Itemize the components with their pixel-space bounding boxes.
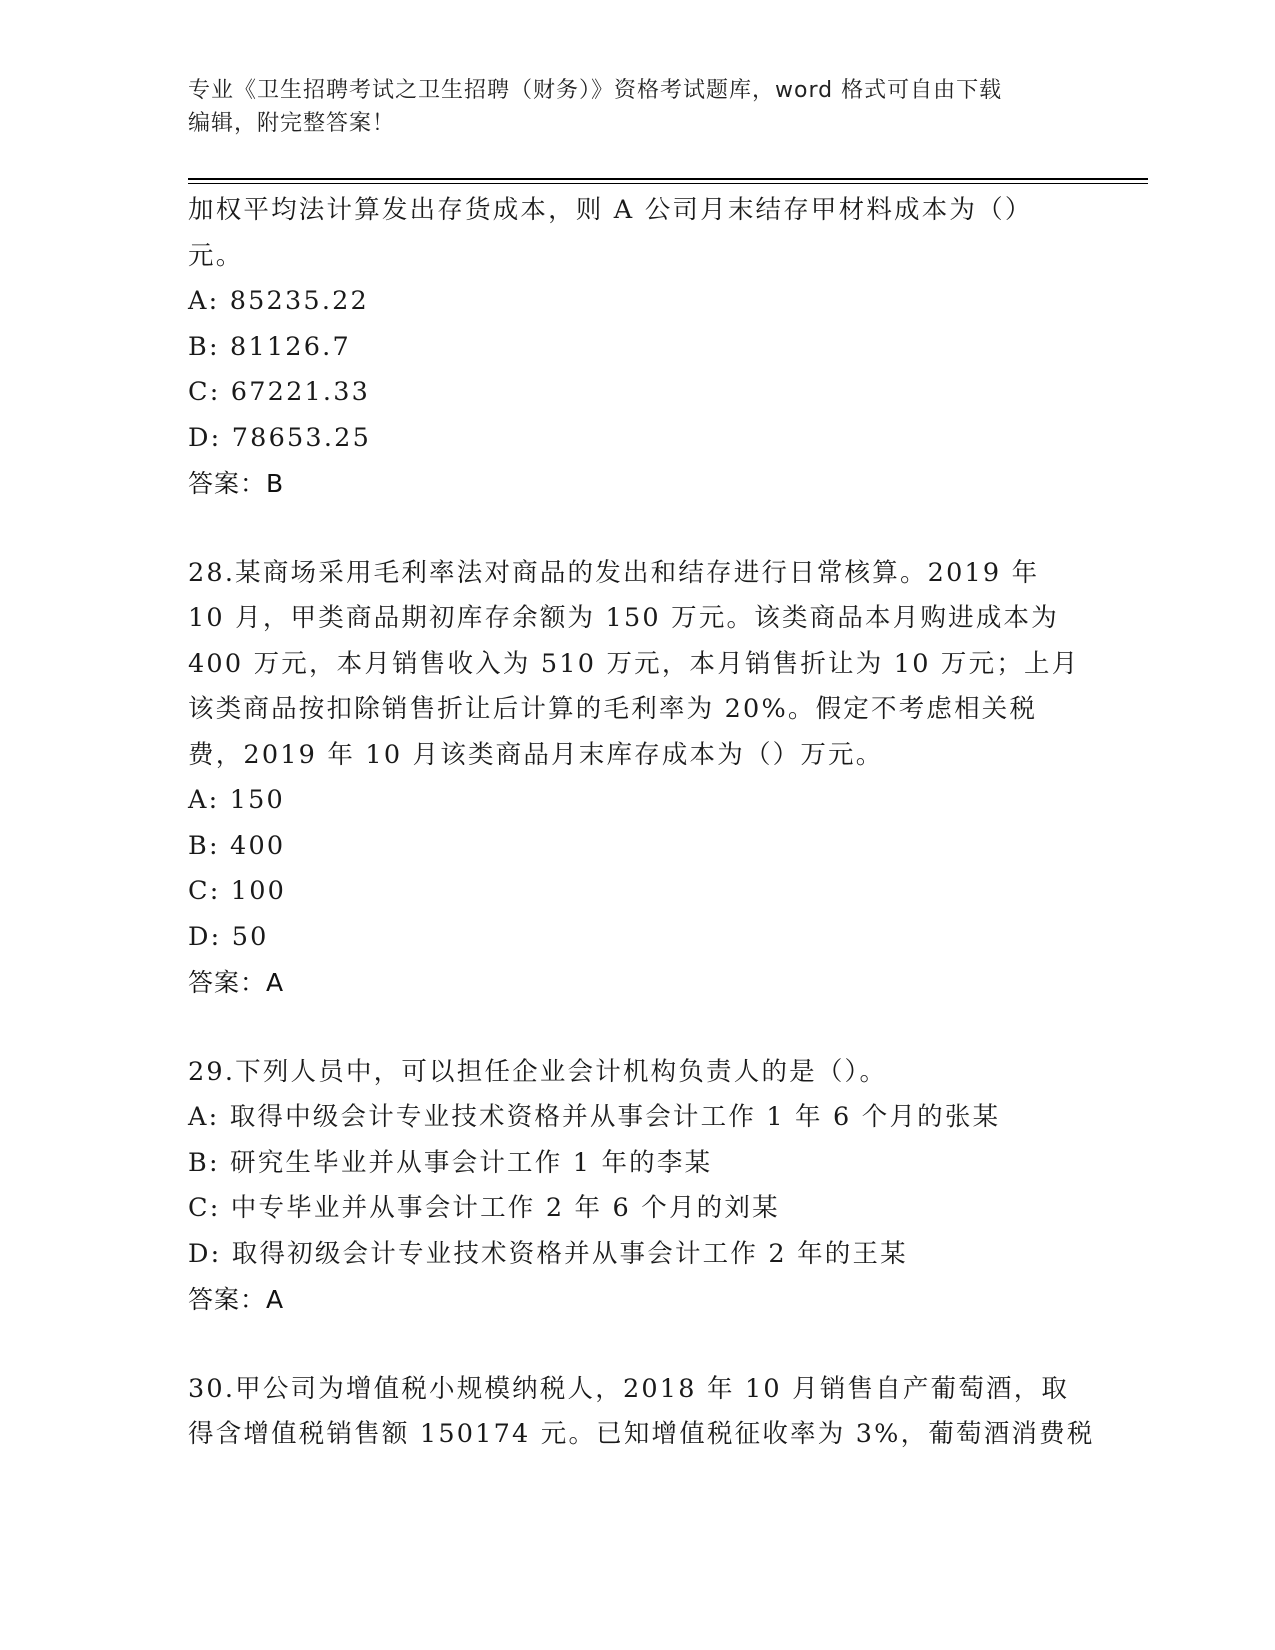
question-stem-line: 元。 (188, 240, 244, 271)
question-30 (188, 1367, 1095, 1458)
option-c: C: 67221.33 (188, 377, 371, 407)
question-27 (188, 188, 1088, 507)
question-stem-line: 10 月，甲类商品期初库存余额为 150 万元。该类商品本月购进成本为 (188, 603, 1059, 633)
option-c: C: 100 (188, 876, 287, 906)
question-stem-line: 得含增值税销售额 150174 元。已知增值税征收率为 3%，葡萄酒消费税 (188, 1419, 1095, 1449)
question-28 (188, 551, 1088, 1006)
header-divider-thick (188, 178, 1148, 180)
question-stem-line: 加权平均法计算发出存货成本，则 A 公司月末结存甲材料成本为（） (188, 195, 1033, 225)
spacer (188, 1006, 1088, 1050)
question-stem-line: 该类商品按扣除销售折让后计算的毛利率为 20%。假定不考虑相关税 (188, 694, 1038, 724)
option-b: B: 研究生毕业并从事会计工作 1 年的李某 (188, 1147, 713, 1178)
document-body (188, 188, 1095, 1458)
header-line-2: 编辑，附完整答案！ (188, 111, 396, 136)
option-b: B: 81126.7 (188, 331, 351, 362)
question-stem-line: 费，2019 年 10 月该类商品月末库存成本为（）万元。 (188, 739, 884, 770)
question-stem-line: 30.甲公司为增值税小规模纳税人，2018 年 10 月销售自产葡萄酒，取 (188, 1373, 1070, 1404)
option-d: D: 取得初级会计专业技术资格并从事会计工作 2 年的王某 (188, 1238, 908, 1269)
answer-line: 答案：A (188, 1285, 285, 1314)
header-line-1: 专业《卫生招聘考试之卫生招聘（财务）》资格考试题库，word 格式可自由下载 (188, 78, 1003, 103)
option-a: A: 取得中级会计专业技术资格并从事会计工作 1 年 6 个月的张某 (188, 1102, 1001, 1132)
option-d: D: 78653.25 (188, 422, 372, 453)
spacer (188, 1323, 1088, 1367)
header-divider-thin (188, 183, 1148, 184)
answer-line: 答案：B (188, 469, 285, 498)
option-d: D: 50 (188, 921, 269, 952)
answer-line: 答案：A (188, 968, 285, 997)
document-header (188, 74, 1068, 140)
option-b: B: 400 (188, 830, 286, 861)
question-stem-line: 29.下列人员中，可以担任企业会计机构负责人的是（）。 (188, 1056, 888, 1087)
option-a: A: 150 (188, 785, 285, 815)
option-a: A: 85235.22 (188, 286, 369, 316)
question-stem-line: 28.某商场采用毛利率法对商品的发出和结存进行日常核算。2019 年 (188, 557, 1040, 588)
spacer (188, 507, 1088, 551)
option-c: C: 中专毕业并从事会计工作 2 年 6 个月的刘某 (188, 1193, 780, 1223)
question-29 (188, 1050, 1088, 1323)
question-stem-line: 400 万元，本月销售收入为 510 万元，本月销售折让为 10 万元；上月 (188, 648, 1080, 679)
